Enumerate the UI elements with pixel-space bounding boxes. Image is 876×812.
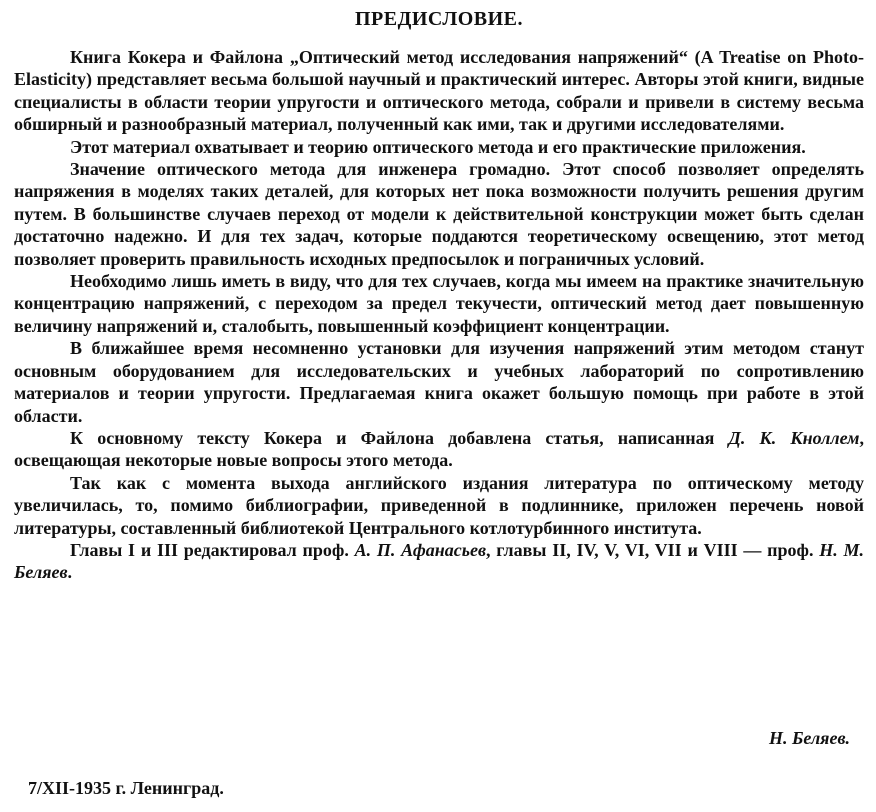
- paragraph-8: [14, 539, 864, 584]
- date-place: 7/XII-1935 г. Ленинград.: [28, 778, 224, 798]
- page-title: ПРЕДИСЛОВИЕ.: [354, 8, 524, 30]
- paragraph-6: [14, 427, 864, 472]
- author-name-knoll: Д. К. Кноллем: [728, 427, 860, 448]
- editor-name-belyaev: Н. М. Беляев: [14, 539, 865, 583]
- paragraph-8-text-middle: , главы II, IV, V, VI, VII и VIII — проф.: [486, 539, 820, 560]
- paragraph-6-text-end: , освещающая некоторые новые вопросы этого метода.: [14, 427, 865, 471]
- editor-name-afanasyev: А. П. Афанасьев: [354, 539, 487, 560]
- paragraph-8-text-start: Главы I и III редактировал проф.: [70, 539, 355, 560]
- paragraph-4: Необходимо лишь иметь в виду, что для тех случаев, когда мы имеем на практике значительную концентрацию напряжений, с переходом за предел текучести, оптический метод дает повышенную величину напряжений и, сталобыть, повышенный коэффициент концентрации.: [14, 271, 864, 336]
- preface-page: [14, 6, 864, 584]
- paragraph-5: В ближайшее время несомненно установки для изучения напряжений этим методом станут основным оборудованием для исследовательских и учебных лабораторий по сопротивлению материалов и теории упругости. Предлагаемая книга окажет большую помощь при работе в этой области.: [14, 338, 864, 426]
- paragraph-6-text-start: К основному тексту Кокера и Файлона добавлена статья, написанная: [70, 427, 729, 448]
- paragraph-8-text-end: .: [67, 562, 73, 583]
- paragraph-2: Этот материал охватывает и теорию оптического метода и его практические приложения.: [70, 136, 806, 157]
- paragraph-1: Книга Кокера и Файлона „Оптический метод исследования напряжений“ (A Treatise on Photo-Elasticity) представляет весьма большой научный и практический интерес. Авторы этой книги, видные специалисты в области теории упругости и оптического метода, собрали и привели в систему весьма обширный и разнообразный материал, полученный как ими, так и другими исследователями.: [14, 47, 864, 135]
- paragraph-7: Так как с момента выхода английского издания литература по оптическому методу увеличилась, то, помимо библиографии, приведенной в подлиннике, приложен перечень новой литературы, составленный библиотекой Центрального котлотурбинного института.: [14, 472, 864, 538]
- paragraph-3: Значение оптического метода для инженера громадно. Этот способ позволяет определять напряжения в моделях таких деталей, для которых нет пока возможности получить решения другим путем. В большинстве случаев переход от модели к действительной конструкции может быть сделан достаточно надежно. И для тех задач, которые поддаются теоретическому освещению, этот метод позволяет проверить правильность исходных предпосылок и пограничных условий.: [14, 159, 864, 269]
- signature: Н. Беляев.: [768, 728, 850, 748]
